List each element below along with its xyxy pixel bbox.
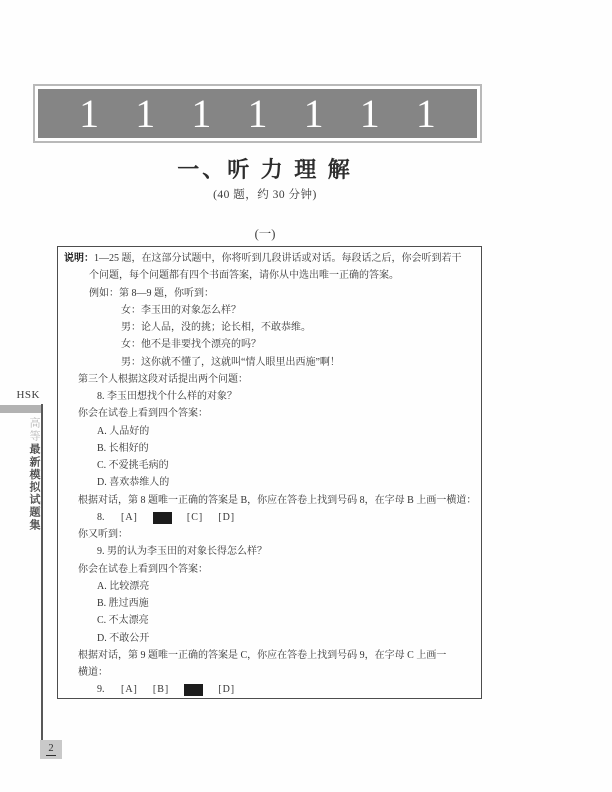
text-line: 8. 李玉田想找个什么样的对象？ (97, 391, 237, 402)
answer-option: [D] (218, 511, 236, 523)
answer-sheet-row (58, 681, 481, 698)
chapter-digit: 1 (359, 90, 380, 136)
text-line: C. 不太漂亮 (97, 615, 149, 627)
sidebar-hsk-label: HSK (16, 389, 40, 401)
part-label: (一) (254, 227, 276, 241)
chapter-digit: 1 (415, 90, 436, 136)
instructions-intro-line (58, 250, 481, 267)
text-line: 你会在试卷上看到四个答案： (78, 563, 208, 575)
text-line: 9. 男的认为李玉田的对象长得怎么样？ (97, 546, 267, 558)
answer-sheet-row (58, 509, 481, 526)
text-line: 横道： (78, 667, 108, 678)
text-line: 女：他不是非要找个漂亮的吗？ (121, 339, 261, 351)
text-line: 男：这你就不懂了，这就叫“情人眼里出西施”啊！ (121, 356, 340, 368)
marked-answer-box (153, 512, 172, 524)
chapter-digit: 1 (191, 90, 212, 136)
answer-row-number: 8. (97, 511, 105, 523)
text-line: A. 人品好的 (97, 425, 150, 437)
text-line: 根据对话，第 9 题唯一正确的答案是 C，你应在答卷上找到号码 9，在字母 C 上画一 (78, 649, 447, 661)
marked-answer-box (184, 684, 203, 696)
instructions-label: 说明： (64, 253, 94, 264)
text-line: A. 比较漂亮 (97, 580, 150, 592)
text-line: D. 喜欢恭维人的 (97, 477, 170, 489)
line-text: 1—25 题，在这部分试题中，你将听到几段讲话或对话。每段话之后，你会听到若干 (94, 253, 462, 264)
answer-option: [B] (152, 684, 170, 696)
answer-option: [C] (186, 511, 204, 523)
text-line: B. 胜过西施 (97, 598, 149, 609)
text-line: 第三个人根据这段对话提出两个问题： (78, 373, 248, 385)
sidebar-gray-bar (0, 405, 41, 413)
page-number-tab (40, 740, 62, 759)
sidebar-series-title: 最新模拟试题集 (28, 443, 40, 532)
instructions-box (57, 246, 482, 699)
chapter-digit: 1 (303, 90, 324, 136)
text-line: 个问题，每个问题都有四个书面答案，请你从中选出唯一正确的答案。 (89, 270, 399, 282)
page-number: 2 (46, 743, 55, 756)
chapter-number-banner (33, 84, 482, 143)
answer-row-number: 9. (97, 684, 105, 696)
text-line: 你又听到： (78, 529, 128, 540)
text-line: 女：李玉田的对象怎么样？ (121, 304, 241, 316)
answer-option: [A] (121, 511, 138, 523)
answer-option: [D] (218, 684, 236, 696)
text-line: B. 长相好的 (97, 442, 149, 454)
text-line: 你会在试卷上看到四个答案： (78, 408, 208, 420)
text-line: C. 不爱挑毛病的 (97, 460, 169, 471)
chapter-digit: 1 (247, 90, 268, 136)
text-line: 男：论人品，没的挑；论长相，不敢恭维。 (121, 322, 311, 333)
text-line: 例如：第 8—9 题，你听到： (89, 287, 214, 299)
section-title: 一、听 力 理 解 (177, 157, 353, 182)
section-subtitle: (40 题，约 30 分钟) (213, 189, 317, 201)
text-line: D. 不敢公开 (97, 632, 150, 644)
answer-option: [A] (121, 684, 138, 696)
chapter-digit: 1 (79, 90, 100, 136)
sidebar-level-text: 高等 (28, 417, 40, 443)
text-line: 根据对话，第 8 题唯一正确的答案是 B，你应在答卷上找到号码 8，在字母 B 上画一横道： (78, 494, 477, 506)
chapter-digit: 1 (135, 90, 156, 136)
